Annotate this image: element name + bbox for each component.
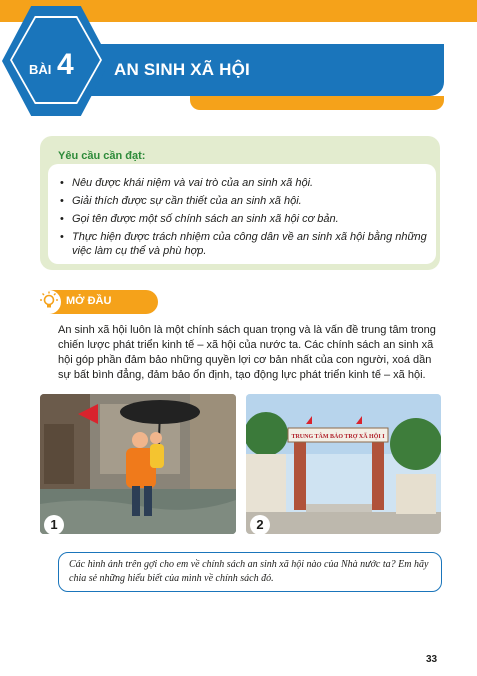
photo-1-badge: 1 bbox=[44, 515, 64, 535]
photo-2-badge: 2 bbox=[250, 515, 270, 535]
header-orange-accent bbox=[190, 96, 444, 110]
opening-paragraph: An sinh xã hội luôn là một chính sách quan trọng và là vấn đề trung tâm trong chiến lược phát triển kinh tế – xã hội của nước ta. Các chính sách an sinh xã hội góp phần đảm bảo những quyền lợi cơ bản nhất của con người, xoá dần sự bất bình đẳng, đảm bảo ổn định, tạo động lực phát triển kinh tế – xã hội. bbox=[58, 324, 436, 381]
lesson-title: AN SINH XÃ HỘI bbox=[114, 60, 250, 79]
lightbulb-icon bbox=[36, 289, 62, 315]
opening-section-title: MỞ ĐẦU bbox=[66, 295, 112, 307]
requirement-item: • Thực hiện được trách nhiệm của công dân về an sinh xã hội bằng những việc làm cụ thể và phù hợp. bbox=[60, 230, 432, 258]
requirement-item: • Gọi tên được một số chính sách an sinh xã hội cơ bản. bbox=[60, 212, 432, 226]
requirements-list bbox=[60, 176, 432, 262]
requirement-item: • Giải thích được sự cần thiết của an sinh xã hội. bbox=[60, 194, 432, 208]
center-sign-text: TRUNG TÂM BẢO TRỢ XÃ HỘI I bbox=[291, 434, 385, 440]
requirements-title: Yêu cầu cần đạt: bbox=[58, 150, 146, 162]
social-protection-center-photo bbox=[246, 394, 441, 534]
flood-rescue-photo bbox=[40, 394, 236, 534]
discussion-question: Các hình ảnh trên gợi cho em về chính sách an sinh xã hội nào của Nhà nước ta? Em hãy chia sẻ những hiểu biết của mình về chính sách đó. bbox=[58, 552, 442, 592]
lesson-number: 4 bbox=[57, 48, 74, 81]
lesson-label: BÀI bbox=[29, 62, 52, 77]
requirement-item: • Nêu được khái niệm và vai trò của an sinh xã hội. bbox=[60, 176, 432, 190]
page-number: 33 bbox=[426, 654, 438, 665]
